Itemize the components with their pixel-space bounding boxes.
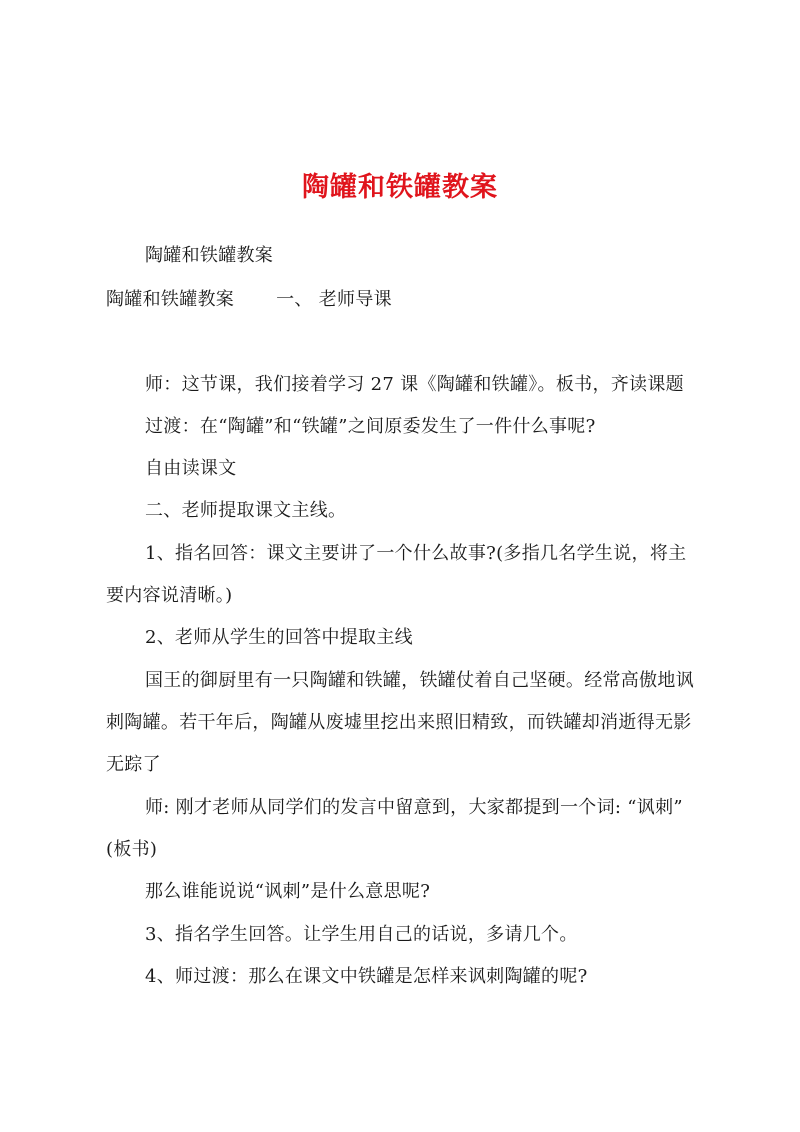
paragraph-line: 1、指名回答：课文主要讲了一个什么故事?(多指几名学生说，将主 <box>145 543 687 564</box>
paragraph-line: 自由读课文 <box>145 458 237 479</box>
paragraph-line: 国王的御厨里有一只陶罐和铁罐，铁罐仗着自己坚硬。经常高傲地讽 <box>145 670 694 691</box>
subtitle: 陶罐和铁罐教案 <box>145 245 274 266</box>
paragraph-line: 师: 刚才老师从同学们的发言中留意到，大家都提到一个词: “讽刺” <box>145 797 683 818</box>
paragraph-line: 二、老师提取课文主线。 <box>145 500 347 521</box>
paragraph-line: 3、指名学生回答。让学生用自己的话说，多请几个。 <box>145 924 578 945</box>
section-heading-left: 陶罐和铁罐教案 <box>106 289 235 310</box>
paragraph-line: 刺陶罐。若干年后，陶罐从废墟里挖出来照旧精致，而铁罐却消逝得无影 <box>106 712 692 733</box>
paragraph-line: 2、老师从学生的回答中提取主线 <box>145 627 413 648</box>
paragraph-line: 4、师过渡：那么在课文中铁罐是怎样来讽刺陶罐的呢? <box>145 966 588 987</box>
paragraph-line: 无踪了 <box>106 754 161 775</box>
document-title: 陶罐和铁罐教案 <box>302 172 498 203</box>
section-heading-right: 一、 老师导课 <box>276 289 392 310</box>
paragraph-line: 要内容说清晰。) <box>106 585 233 606</box>
paragraph-line: 过渡：在“陶罐”和“铁罐”之间原委发生了一件什么事呢? <box>145 416 596 437</box>
section-heading <box>106 287 392 313</box>
paragraph-line: (板书) <box>106 839 158 860</box>
paragraph-line: 那么谁能说说“讽刺”是什么意思呢? <box>145 881 431 902</box>
paragraph-line: 师：这节课，我们接着学习 27 课《陶罐和铁罐》。板书，齐读课题 <box>145 374 684 395</box>
